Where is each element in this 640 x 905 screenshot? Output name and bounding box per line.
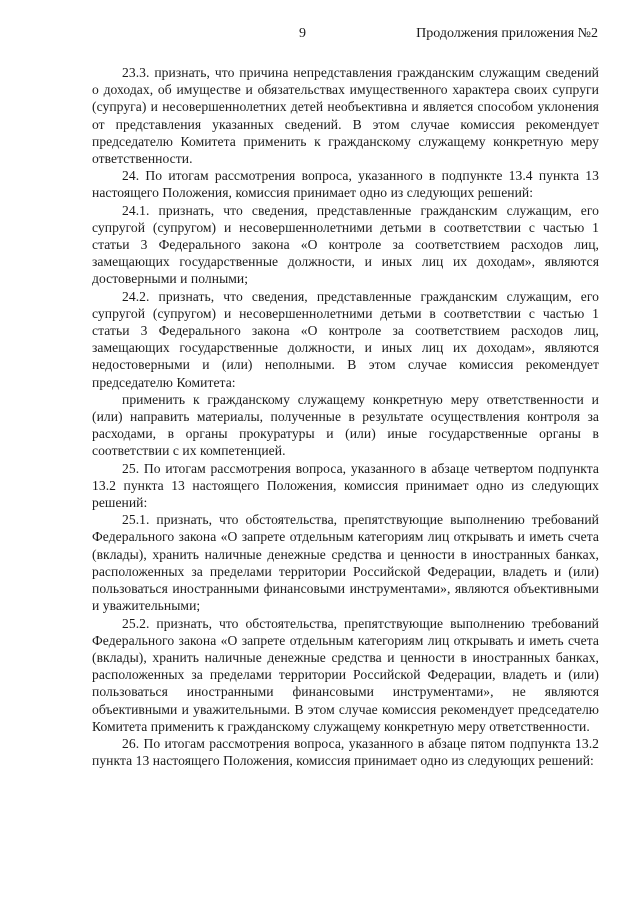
appendix-title: Продолжения приложения №2 (416, 26, 598, 41)
paragraph-25: 25. По итогам рассмотрения вопроса, указанного в абзаце четвертом подпункта 13.2 пункта 13 настоящего Положения, комиссия принимает одно из следующих решений: (92, 460, 599, 511)
paragraph-24: 24. По итогам рассмотрения вопроса, указанного в подпункте 13.4 пункта 13 настоящего Положения, комиссия принимает одно из следующих решений: (92, 168, 599, 201)
paragraph-23-3: 23.3. признать, что причина непредставления гражданским служащим сведений о доходах, об имуществе и обязательствах имущественного характера своих супруги (супруга) и несовершеннолетних детей необъективна и является способом уклонения от представления указанных сведений. В этом случае комиссия рекомендует председателю Комитета применить к гражданскому служащему конкретную меру ответственности. (92, 65, 599, 167)
paragraph-25-1: 25.1. признать, что обстоятельства, препятствующие выполнению требований Федерального закона «О запрете отдельным категориям лиц открывать и иметь счета (вклады), хранить наличные денежные средства и ценности в иностранных банках, расположенных за пределами территории Российской Федерации, владеть и (или) пользоваться иностранными финансовыми инструментами», являются объективными и уважительными; (92, 512, 599, 614)
page-header (0, 26, 640, 46)
paragraph-24-2-action: применить к гражданскому служащему конкретную меру ответственности и (или) направить материалы, полученные в результате осуществления контроля за расходами, в органы прокуратуры и (или) иные государственные органы в соответствии с их компетенцией. (92, 391, 599, 459)
document-body (92, 64, 599, 769)
paragraph-26: 26. По итогам рассмотрения вопроса, указанного в абзаце пятом подпункта 13.2 пункта 13 настоящего Положения, комиссия принимает одно из следующих решений: (92, 735, 599, 769)
page-number: 9 (299, 26, 306, 41)
paragraph-25-2: 25.2. признать, что обстоятельства, препятствующие выполнению требований Федерального закона «О запрете отдельным категориям лиц открывать и иметь счета (вклады), хранить наличные денежные средства и ценности в иностранных банках, расположенных за пределами территории Российской Федерации, владеть и (или) пользоваться иностранными финансовыми инструментами», не являются объективными и уважительными. В этом случае комиссия рекомендует председателю Комитета применить к гражданскому служащему конкретную меру ответственности. (92, 615, 599, 734)
paragraph-24-2: 24.2. признать, что сведения, представленные гражданским служащим, его супругой (супругом) и несовершеннолетними детьми в соответствии с частью 1 статьи 3 Федерального закона «О контроле за соответствием расходов лиц, замещающих государственные должности, и иных лиц их доходам», являются недостоверными и (или) неполными. В этом случае комиссия рекомендует председателю Комитета: (92, 288, 599, 390)
paragraph-24-1: 24.1. признать, что сведения, представленные гражданским служащим, его супругой (супругом) и несовершеннолетними детьми в соответствии с частью 1 статьи 3 Федерального закона «О контроле за соответствием расходов лиц, замещающих государственные должности, и иных лиц их доходам», являются достоверными и полными; (92, 202, 599, 287)
